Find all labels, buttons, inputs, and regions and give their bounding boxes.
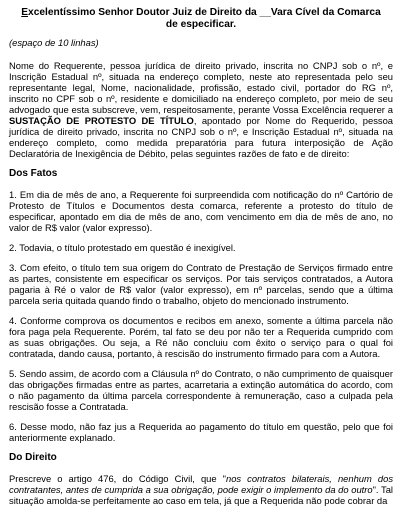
law-part-1: Prescreve o artigo 476, do Código Civil, que " <box>9 473 226 484</box>
fact-paragraph-2: 2. Todavia, o título protestado em questão é inexigível. <box>9 242 236 253</box>
law-part-2: ". Tal situação amolda-se perfeitamente ao caso em tela, já que a Requerida não pode cobrar da <box>9 484 393 506</box>
fact-paragraph-1: 1. Em dia de mês de ano, a Requerente foi surpreendida com notificação do nº Cartório de Protesto de Títulos e Documentos desta comarca, referente a protesto do título de especificar, apontado em dia de mês de ano, com vencimento em dia de mês de ano, no valor de R$ valor (valor expresso). <box>9 189 393 233</box>
intro-part-2: , apontado por Nome do Requerido, pessoa jurídica de direito privado, inscrita no CNPJ sob o nº, e Inscrição Estadual nº, situada na endereço completo, como medida preparatória para futura interposição de Ação Declaratória de Inexigência de Débito, pelas seguintes razões de fato e de direito: <box>9 115 393 159</box>
header-line-1 <box>9 7 393 19</box>
space-note: (espaço de 10 linhas) <box>9 37 99 48</box>
header-initial: E <box>21 7 29 18</box>
fact-paragraph-4: 4. Conforme comprova os documentos e recibos em anexo, somente a última parcela não fora paga pela Requerente. Porém, tal fato se deu por não ter a Requerida cumprido com as suas obrigações. Ou seja, a Ré não concluiu com êxito o serviço para o qual foi contratada, dando causa, portanto, à rescisão do instrumento firmado para com a Autora. <box>9 315 393 359</box>
header-line-1-text: xcelentíssimo Senhor Doutor Juiz de Direito da __Vara Cível da Comarca <box>28 7 381 18</box>
law-paragraph <box>9 473 393 506</box>
fact-paragraph-6: 6. Desse modo, não faz jus a Requerida ao pagamento do título em questão, pelo que foi anteriormente explanado. <box>9 421 393 443</box>
fact-paragraph-3: 3. Com efeito, o título tem sua origem do Contrato de Prestação de Serviços firmado entre as partes, consistente em especificar os serviços. Por tais serviços contratados, a Autora pagaria à Ré o valor de R$ valor (valor expresso), em nº parcelas, sendo que a última parcela seria quitada quando findo o trabalho, objeto do mencionado instrumento. <box>9 262 393 306</box>
intro-paragraph <box>9 60 393 159</box>
law-quote: nos contratos bilaterais, nenhum dos contratantes, antes de cumprida a sua obrigação, pode exigir o implemento da do outro <box>9 473 393 495</box>
facts-heading: Dos Fatos <box>9 168 58 179</box>
document-header <box>9 7 393 31</box>
document-page <box>9 7 393 515</box>
intro-bold-request: SUSTAÇÃO DE PROTESTO DE TÍTULO <box>9 115 194 126</box>
law-heading: Do Direito <box>9 452 57 463</box>
intro-part-1: Nome do Requerente, pessoa jurídica de direito privado, inscrita no CNPJ sob o nº, e Inscrição Estadual nº, situada na endereço completo, neste ato representada pelo seu representante legal, Nome, nacionalidade, profissão, estado civil, portador do RG nº, inscrito no CPF sob o nº, residente e domiciliado na endereço completo, por meio de seu advogado que esta subscreve, vem, respeitosamente, perante Vossa Excelência requerer a <box>9 60 393 115</box>
header-line-2: de especificar. <box>165 19 237 30</box>
fact-paragraph-5: 5. Sendo assim, de acordo com a Cláusula nº do Contrato, o não cumprimento de quaisquer das obrigações firmadas entre as partes, acarretaria a extinção automática do acordo, com o não pagamento da última parcela correspondente à remuneração, caso a culpada pela rescisão fosse a Contratada. <box>9 368 393 412</box>
